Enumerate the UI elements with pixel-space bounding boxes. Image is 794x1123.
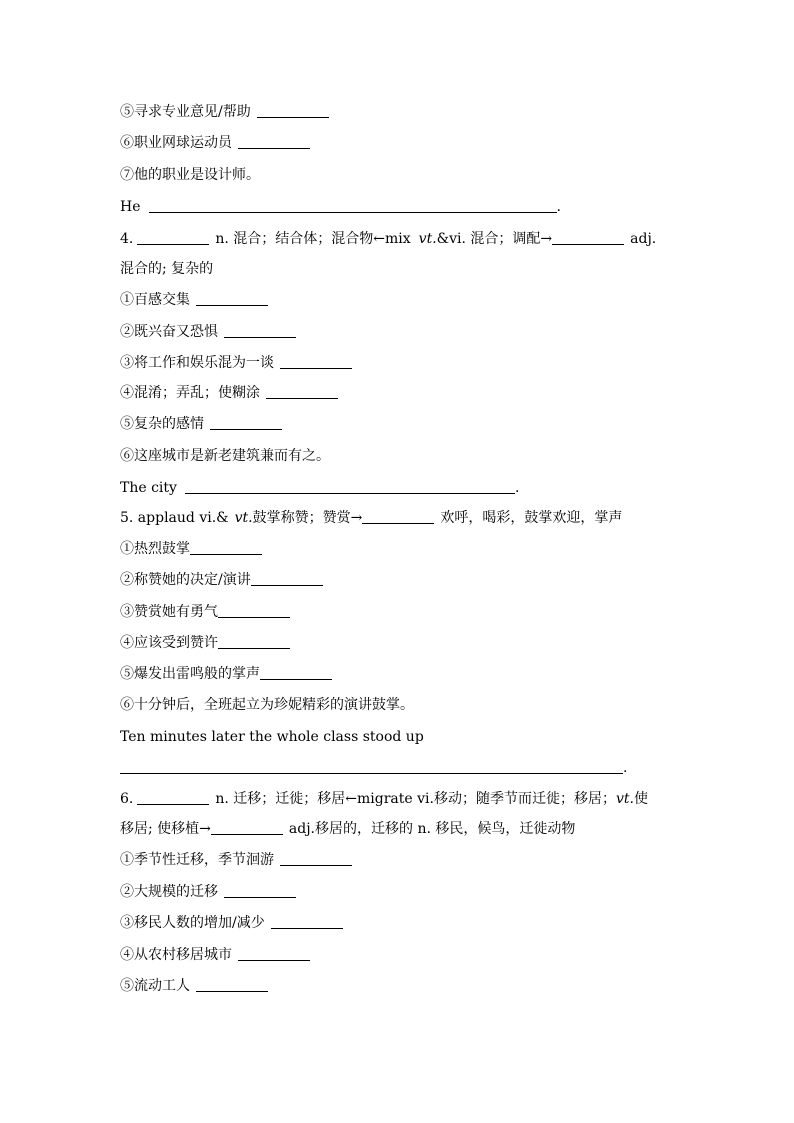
period: .: [514, 480, 520, 496]
answer-blank[interactable]: [210, 415, 282, 430]
answer-blank[interactable]: [196, 291, 268, 306]
entry-4-definition: [120, 258, 679, 280]
pos-label: vt.: [234, 510, 253, 526]
answer-blank[interactable]: [260, 665, 332, 680]
item-text: ⑤寻求专业意见/帮助: [120, 104, 251, 120]
answer-blank[interactable]: [280, 851, 352, 866]
definition-text: 使: [633, 791, 648, 807]
item-3-7: [120, 164, 679, 186]
answer-blank[interactable]: [218, 634, 290, 649]
period: .: [623, 760, 628, 776]
answer-blank[interactable]: [196, 977, 268, 992]
definition-text: &vi. 混合；调配→: [436, 231, 553, 247]
answer-blank[interactable]: [280, 354, 352, 369]
answer-blank[interactable]: [251, 571, 323, 586]
answer-blank[interactable]: [224, 883, 296, 898]
item-text: ②既兴奋又恐惧: [120, 324, 218, 340]
item-5-3: [120, 601, 679, 623]
item-text: ①季节性迁移，季节洄游: [120, 852, 274, 868]
entry-5-header: [120, 507, 679, 529]
entry-4-header: [120, 228, 679, 250]
answer-blank[interactable]: [266, 384, 338, 399]
sentence-start: Ten minutes later the whole class stood up: [120, 729, 424, 745]
answer-blank[interactable]: [218, 603, 290, 618]
answer-line[interactable]: [149, 198, 557, 213]
item-text: ⑤爆发出雷鸣般的掌声: [120, 666, 260, 682]
definition-text: n. 迁移；迁徙；移居←migrate vi.移动；随季节而迁徙；移居；: [215, 791, 616, 807]
item-3-5: [120, 101, 679, 123]
definition-text: 混合的; 复杂的: [120, 261, 214, 277]
item-text: ③移民人数的增加/减少: [120, 915, 265, 931]
answer-line-row: [120, 757, 679, 779]
item-4-4: [120, 382, 679, 404]
item-4-2: [120, 321, 679, 343]
answer-blank[interactable]: [362, 509, 434, 524]
item-5-1: [120, 538, 679, 560]
period: .: [556, 199, 561, 215]
sentence-ten-minutes: [120, 726, 679, 748]
entry-number: 6.: [120, 791, 134, 807]
item-text: ④从农村移居城市: [120, 947, 232, 963]
answer-line[interactable]: [185, 479, 515, 494]
item-text: ②称赞她的决定/演讲: [120, 572, 251, 588]
item-text: ④应该受到赞许: [120, 635, 218, 651]
answer-blank[interactable]: [137, 790, 209, 805]
item-4-1: [120, 289, 679, 311]
answer-blank[interactable]: [224, 323, 296, 338]
sentence-he: [120, 196, 679, 218]
item-text: ④混淆；弄乱；使糊涂: [120, 385, 260, 401]
item-text: ①热烈鼓掌: [120, 541, 190, 557]
item-5-6: [120, 694, 679, 716]
answer-blank[interactable]: [271, 914, 343, 929]
item-6-5: [120, 975, 679, 997]
entry-6-definition: [120, 818, 679, 840]
item-text: ③赞赏她有勇气: [120, 604, 218, 620]
pos-label: adj.: [630, 231, 657, 247]
answer-blank[interactable]: [552, 230, 624, 245]
item-5-2: [120, 569, 679, 591]
entry-number: 4.: [120, 231, 134, 247]
definition-text: 移居; 使移植→: [120, 821, 211, 837]
entry-6-header: [120, 788, 679, 810]
definition-text: adj.移居的，迁移的 n. 移民，候鸟，迁徙动物: [288, 821, 576, 837]
item-text: ⑦他的职业是设计师。: [120, 167, 260, 183]
sentence-start: The city: [120, 480, 177, 496]
item-5-5: [120, 663, 679, 685]
item-6-3: [120, 912, 679, 934]
item-6-1: [120, 849, 679, 871]
item-4-5: [120, 413, 679, 435]
definition-text: 鼓掌称赞；赞赏→: [252, 510, 363, 526]
answer-blank[interactable]: [211, 820, 283, 835]
sentence-city: [120, 477, 679, 499]
definition-text: n. 混合；结合体；混合物←mix: [215, 231, 411, 247]
item-4-3: [120, 352, 679, 374]
answer-blank[interactable]: [238, 134, 310, 149]
item-5-4: [120, 632, 679, 654]
item-text: ⑥职业网球运动员: [120, 135, 232, 151]
item-text: ⑤复杂的感情: [120, 416, 204, 432]
answer-blank[interactable]: [257, 103, 329, 118]
headword-text: 5. applaud vi.&: [120, 510, 229, 526]
pos-label: vt.: [418, 231, 437, 247]
answer-blank[interactable]: [190, 540, 262, 555]
answer-line[interactable]: [120, 759, 623, 774]
item-text: ⑤流动工人: [120, 978, 190, 994]
item-text: ①百感交集: [120, 292, 190, 308]
item-text: ②大规模的迁移: [120, 884, 218, 900]
pos-label: vt.: [615, 791, 634, 807]
answer-blank[interactable]: [137, 230, 209, 245]
sentence-start: He: [120, 199, 141, 215]
item-text: ③将工作和娱乐混为一谈: [120, 355, 274, 371]
definition-text: 欢呼，喝彩，鼓掌欢迎，掌声: [440, 510, 623, 526]
item-3-6: [120, 132, 679, 154]
item-text: ⑥这座城市是新老建筑兼而有之。: [120, 448, 330, 464]
item-6-4: [120, 944, 679, 966]
item-text: ⑥十分钟后，全班起立为珍妮精彩的演讲鼓掌。: [120, 697, 414, 713]
answer-blank[interactable]: [238, 946, 310, 961]
item-4-6: [120, 445, 679, 467]
item-6-2: [120, 881, 679, 903]
